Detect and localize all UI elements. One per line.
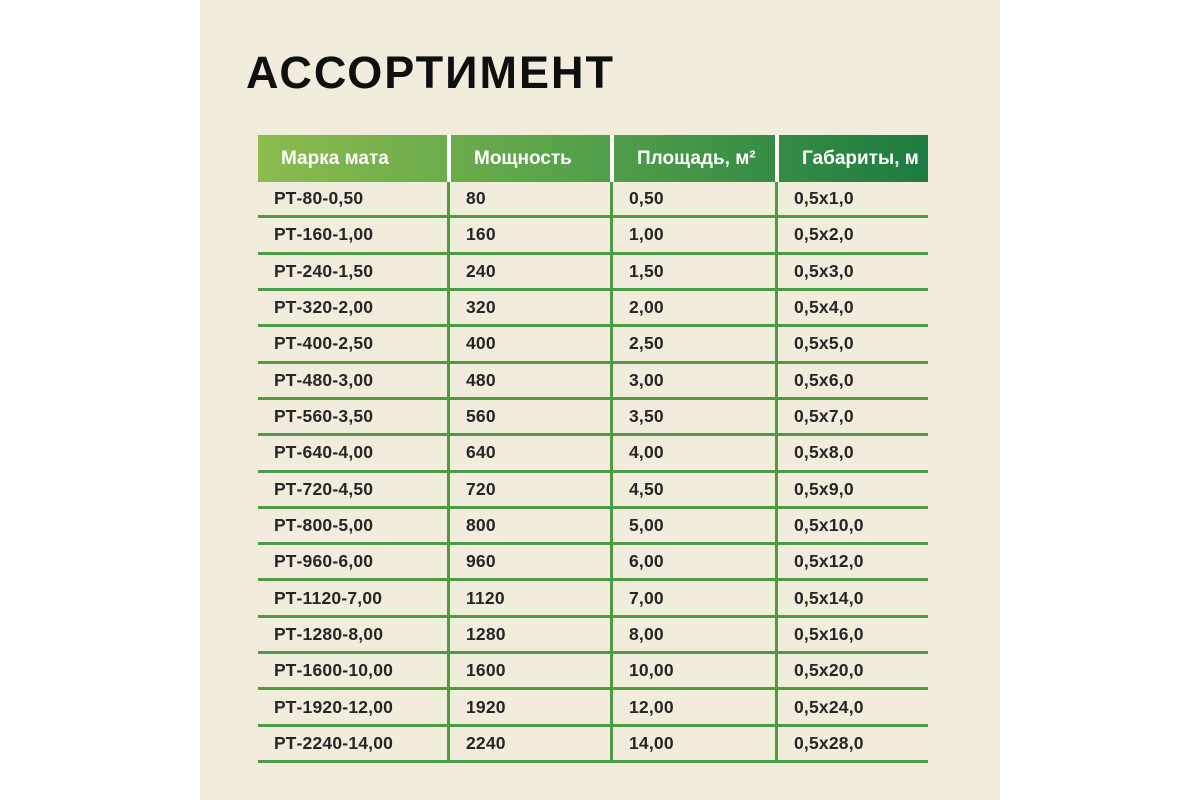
area-cell: 5,00 xyxy=(610,509,775,542)
column-header-area: Площадь, м² xyxy=(610,135,775,182)
mat-mark-cell: РТ-720-4,50 xyxy=(274,478,374,499)
table-row xyxy=(258,218,928,254)
table-row xyxy=(258,509,928,545)
area-cell: 4,50 xyxy=(610,473,775,506)
mat-mark-cell: РТ-560-3,50 xyxy=(274,406,374,427)
dimensions-cell: 0,5x2,0 xyxy=(775,218,928,251)
table-row xyxy=(258,436,928,472)
page-title: АССОРТИМЕНТ xyxy=(246,47,615,98)
power-cell: 720 xyxy=(447,473,610,506)
table-row xyxy=(258,364,928,400)
column-header-mat-mark: Марка мата xyxy=(281,147,389,169)
table-row xyxy=(258,581,928,617)
dimensions-cell: 0,5x12,0 xyxy=(775,545,928,578)
table-row xyxy=(258,327,928,363)
dimensions-cell: 0,5x10,0 xyxy=(775,509,928,542)
power-cell: 2240 xyxy=(447,727,610,760)
area-cell: 14,00 xyxy=(610,727,775,760)
mat-mark-cell: РТ-320-2,00 xyxy=(274,297,374,318)
dimensions-cell: 0,5x1,0 xyxy=(775,182,928,215)
area-cell: 2,00 xyxy=(610,291,775,324)
area-cell: 3,50 xyxy=(610,400,775,433)
table-row xyxy=(258,291,928,327)
area-cell: 10,00 xyxy=(610,654,775,687)
dimensions-cell: 0,5x20,0 xyxy=(775,654,928,687)
dimensions-cell: 0,5x7,0 xyxy=(775,400,928,433)
mat-mark-cell: РТ-240-1,50 xyxy=(274,260,374,281)
table-row xyxy=(258,400,928,436)
mat-mark-cell: РТ-480-3,00 xyxy=(274,369,374,390)
power-cell: 1120 xyxy=(447,581,610,614)
power-cell: 800 xyxy=(447,509,610,542)
mat-mark-cell: РТ-1280-8,00 xyxy=(274,623,384,644)
dimensions-cell: 0,5x14,0 xyxy=(775,581,928,614)
dimensions-cell: 0,5x9,0 xyxy=(775,473,928,506)
table-row xyxy=(258,618,928,654)
mat-mark-cell: РТ-800-5,00 xyxy=(274,514,374,535)
area-cell: 12,00 xyxy=(610,690,775,723)
table-header-row xyxy=(258,135,928,182)
power-cell: 320 xyxy=(447,291,610,324)
power-cell: 480 xyxy=(447,364,610,397)
dimensions-cell: 0,5x3,0 xyxy=(775,255,928,288)
dimensions-cell: 0,5x28,0 xyxy=(775,727,928,760)
area-cell: 3,00 xyxy=(610,364,775,397)
dimensions-cell: 0,5x24,0 xyxy=(775,690,928,723)
power-cell: 1600 xyxy=(447,654,610,687)
table-row xyxy=(258,690,928,726)
area-cell: 6,00 xyxy=(610,545,775,578)
table-row xyxy=(258,473,928,509)
table-row xyxy=(258,654,928,690)
mat-mark-cell: РТ-2240-14,00 xyxy=(274,732,394,753)
mat-mark-cell: РТ-1120-7,00 xyxy=(274,587,383,608)
power-cell: 400 xyxy=(447,327,610,360)
area-cell: 0,50 xyxy=(610,182,775,215)
column-header-power: Мощность xyxy=(447,135,610,182)
dimensions-cell: 0,5x16,0 xyxy=(775,618,928,651)
area-cell: 4,00 xyxy=(610,436,775,469)
table-body xyxy=(258,182,928,763)
area-cell: 8,00 xyxy=(610,618,775,651)
table-row xyxy=(258,545,928,581)
table-row xyxy=(258,727,928,763)
mat-mark-cell: РТ-640-4,00 xyxy=(274,442,374,463)
content-panel xyxy=(200,0,1000,800)
area-cell: 1,50 xyxy=(610,255,775,288)
power-cell: 1280 xyxy=(447,618,610,651)
mat-mark-cell: РТ-960-6,00 xyxy=(274,551,374,572)
dimensions-cell: 0,5x4,0 xyxy=(775,291,928,324)
mat-mark-cell: РТ-80-0,50 xyxy=(274,188,364,209)
assortment-table xyxy=(258,135,928,763)
dimensions-cell: 0,5x6,0 xyxy=(775,364,928,397)
power-cell: 240 xyxy=(447,255,610,288)
power-cell: 640 xyxy=(447,436,610,469)
dimensions-cell: 0,5x8,0 xyxy=(775,436,928,469)
area-cell: 7,00 xyxy=(610,581,775,614)
mat-mark-cell: РТ-1600-10,00 xyxy=(274,660,394,681)
power-cell: 960 xyxy=(447,545,610,578)
power-cell: 160 xyxy=(447,218,610,251)
table-row xyxy=(258,255,928,291)
table-row xyxy=(258,182,928,218)
mat-mark-cell: РТ-160-1,00 xyxy=(274,224,374,245)
power-cell: 1920 xyxy=(447,690,610,723)
power-cell: 80 xyxy=(447,182,610,215)
mat-mark-cell: РТ-400-2,50 xyxy=(274,333,374,354)
dimensions-cell: 0,5x5,0 xyxy=(775,327,928,360)
column-header-dimensions: Габариты, м xyxy=(775,135,928,182)
area-cell: 2,50 xyxy=(610,327,775,360)
mat-mark-cell: РТ-1920-12,00 xyxy=(274,696,394,717)
area-cell: 1,00 xyxy=(610,218,775,251)
power-cell: 560 xyxy=(447,400,610,433)
